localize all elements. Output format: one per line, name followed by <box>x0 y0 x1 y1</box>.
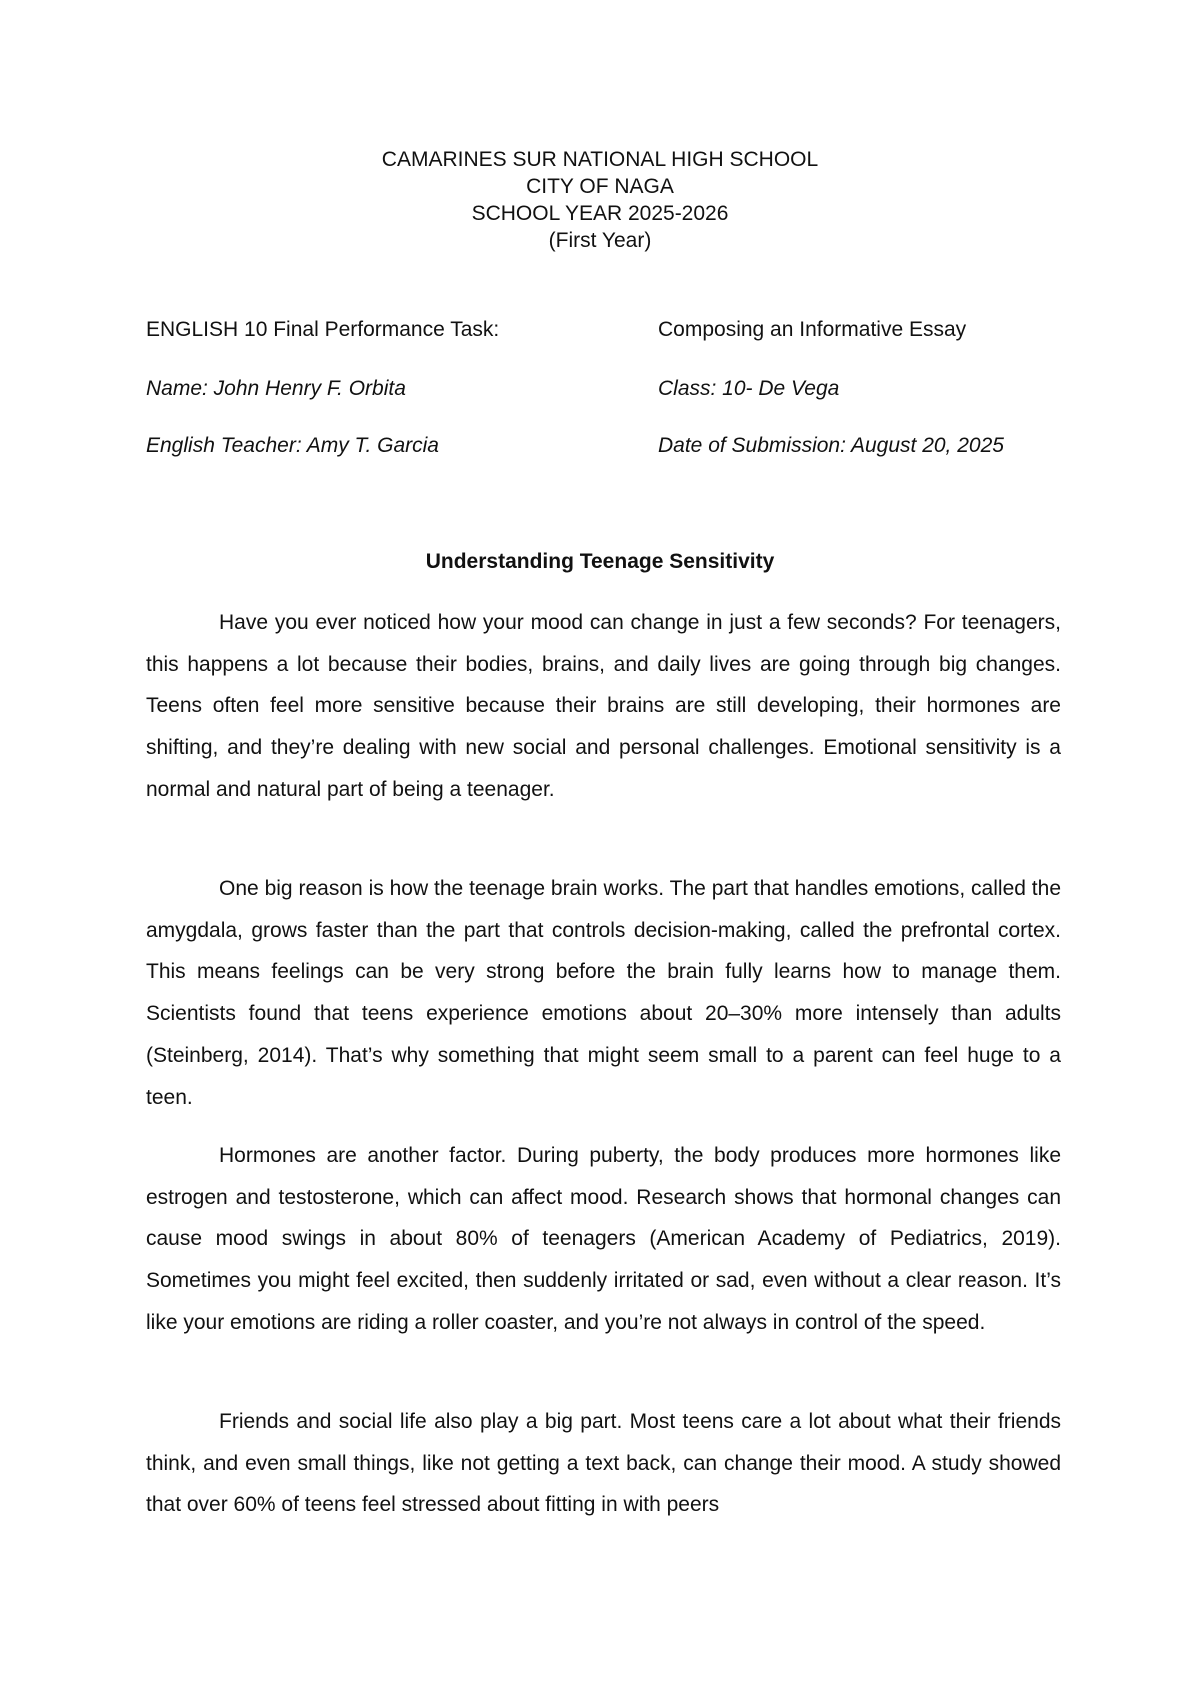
school-header <box>0 146 1200 254</box>
paragraph-text: One big reason is how the teenage brain works. The part that handles emotions, called the amygdala, grows faster than the part that controls decision-making, called the prefrontal cortex. This means feelings can be very strong before the brain fully learns how to manage them. Scientists found that teens experience emotions about 20–30% more intensely than adults (Steinberg, 2014). That’s why something that might seem small to a parent can feel huge to a teen. <box>146 877 1061 1109</box>
essay-paragraph-3 <box>146 1135 1061 1344</box>
submission-date: Date of Submission: August 20, 2025 <box>658 434 1004 457</box>
year-level: (First Year) <box>548 229 652 252</box>
school-year: SCHOOL YEAR 2025-2026 <box>471 202 729 225</box>
essay-paragraph-2 <box>146 868 1061 1118</box>
essay-paragraph-1 <box>146 602 1061 811</box>
essay-paragraph-4 <box>146 1401 1061 1526</box>
paragraph-text: Hormones are another factor. During puberty, the body produces more hormones like estrogen and testosterone, which can affect mood. Research shows that hormonal changes can cause mood swings in about 80% of teenagers (American Academy of Pediatrics, 2019). Sometimes you might feel excited, then suddenly irritated or sad, even without a clear reason. It’s like your emotions are riding a roller coaster, and you’re not always in control of the speed. <box>146 1144 1061 1334</box>
paragraph-text: Friends and social life also play a big part. Most teens care a lot about what their friends think, and even small things, like not getting a text back, can change their mood. A study showed that over 60% of teens feel stressed about fitting in with peers <box>146 1410 1061 1517</box>
paragraph-text: Have you ever noticed how your mood can change in just a few seconds? For teenagers, this happens a lot because their bodies, brains, and daily lives are going through big changes. Teens often feel more sensitive because their brains are still developing, their hormones are shifting, and they’re dealing with new social and personal challenges. Emotional sensitivity is a normal and natural part of being a teenager. <box>146 611 1061 801</box>
task-value: Composing an Informative Essay <box>658 318 967 341</box>
essay-title: Understanding Teenage Sensitivity <box>425 550 775 573</box>
class-section: Class: 10- De Vega <box>658 377 840 400</box>
school-name: CAMARINES SUR NATIONAL HIGH SCHOOL <box>381 148 819 171</box>
city-name: CITY OF NAGA <box>526 175 674 198</box>
teacher-name: English Teacher: Amy T. Garcia <box>146 434 439 457</box>
task-label: ENGLISH 10 Final Performance Task: <box>146 318 500 341</box>
student-name: Name: John Henry F. Orbita <box>146 377 406 400</box>
